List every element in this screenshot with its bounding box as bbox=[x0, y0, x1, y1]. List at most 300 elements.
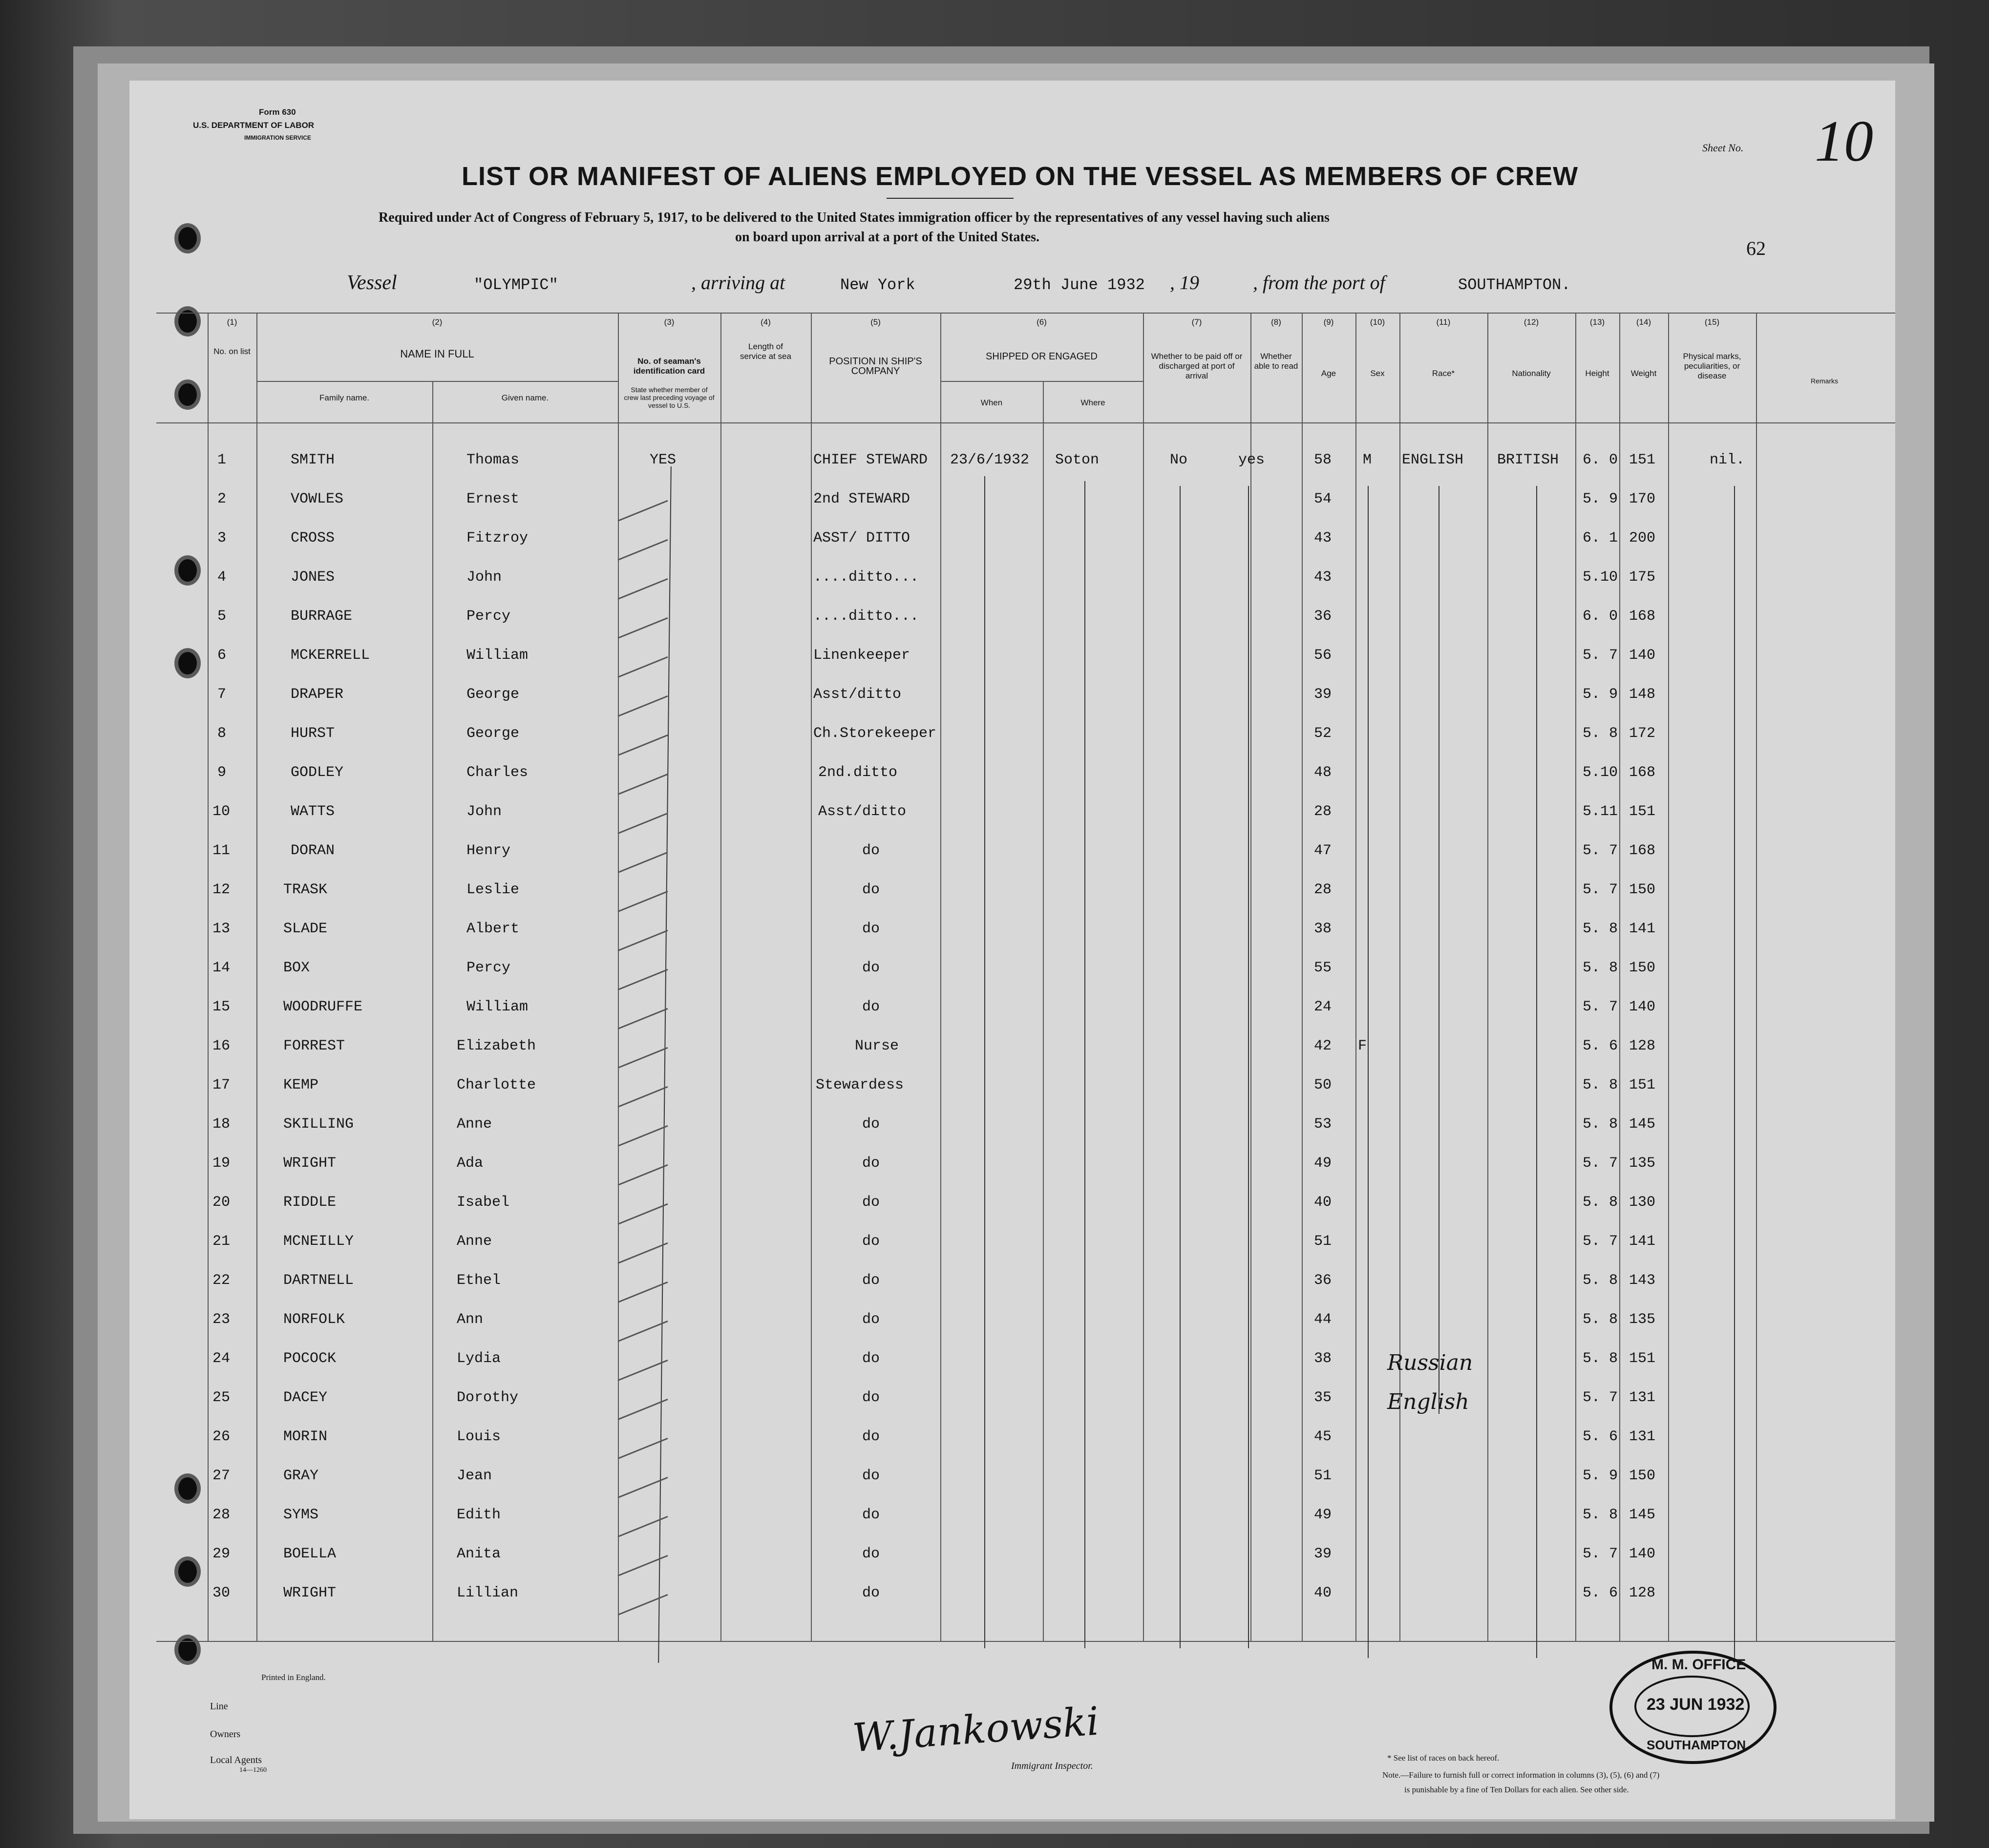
cell-family-name: NORFOLK bbox=[283, 1311, 345, 1328]
cell-height: 5.10 bbox=[1583, 569, 1618, 586]
cell-given-name: Louis bbox=[457, 1428, 501, 1445]
departure-port: SOUTHAMPTON. bbox=[1458, 276, 1571, 294]
cell-family-name: WRIGHT bbox=[283, 1155, 337, 1172]
col-paid-off: Whether to be paid off or discharged at port of arrival bbox=[1151, 352, 1243, 380]
cell-position: do bbox=[862, 1350, 880, 1367]
cell-position: do bbox=[862, 1194, 880, 1211]
cell-no: 25 bbox=[212, 1389, 231, 1406]
cell-height: 5. 7 bbox=[1583, 1389, 1618, 1406]
cell-no: 3 bbox=[217, 530, 227, 546]
cell-height: 5. 9 bbox=[1583, 1468, 1618, 1484]
cell-family-name: FORREST bbox=[283, 1038, 345, 1054]
cell-position: do bbox=[862, 842, 880, 859]
table-top-rule bbox=[156, 313, 1895, 314]
cell-family-name: CROSS bbox=[291, 530, 335, 546]
cell-weight: 150 bbox=[1629, 1468, 1656, 1484]
cell-age: 54 bbox=[1314, 491, 1332, 507]
cell-weight: 145 bbox=[1629, 1116, 1656, 1133]
cell-given-name: William bbox=[466, 647, 529, 664]
cell-position: ....ditto... bbox=[813, 608, 919, 625]
cell-height: 5. 7 bbox=[1583, 1546, 1618, 1562]
cell-given-name: Fitzroy bbox=[466, 530, 529, 546]
service-label: IMMIGRATION SERVICE bbox=[244, 134, 311, 141]
cell-position: ....ditto... bbox=[813, 569, 919, 586]
cell-age: 36 bbox=[1314, 608, 1332, 625]
ditto-tick bbox=[617, 1203, 668, 1225]
col-8-number: (8) bbox=[1271, 317, 1281, 327]
col-seaman-card: No. of seaman's identification card bbox=[633, 357, 705, 376]
table-row bbox=[129, 803, 1895, 842]
cell-position: do bbox=[862, 882, 880, 898]
cell-no: 18 bbox=[212, 1116, 231, 1133]
cell-height: 5. 8 bbox=[1583, 1507, 1618, 1523]
cell-family-name: POCOCK bbox=[283, 1350, 337, 1367]
table-row bbox=[129, 1077, 1895, 1116]
table-row bbox=[129, 608, 1895, 647]
cell-position: do bbox=[862, 1116, 880, 1133]
cell-height: 5. 9 bbox=[1583, 686, 1618, 703]
table-row bbox=[129, 452, 1895, 491]
cell-height: 5. 8 bbox=[1583, 921, 1618, 937]
punch-hole bbox=[178, 383, 197, 406]
col-12-number: (12) bbox=[1523, 317, 1539, 327]
cell-position: do bbox=[862, 1311, 880, 1328]
table-row bbox=[129, 1311, 1895, 1350]
cell-height: 5. 6 bbox=[1583, 1585, 1618, 1601]
table-row bbox=[129, 530, 1895, 569]
year-prefix: , 19 bbox=[1170, 272, 1199, 294]
cell-weight: 175 bbox=[1629, 569, 1656, 586]
cell-no: 12 bbox=[212, 882, 231, 898]
table-row bbox=[129, 1116, 1895, 1155]
col-where: Where bbox=[1080, 398, 1105, 407]
table-row bbox=[129, 999, 1895, 1038]
ditto-tick bbox=[617, 1047, 668, 1069]
cell-age: 49 bbox=[1314, 1507, 1332, 1523]
table-row bbox=[129, 686, 1895, 725]
cell-no: 2 bbox=[217, 491, 227, 507]
table-row bbox=[129, 1350, 1895, 1389]
cell-given-name: Anita bbox=[457, 1546, 501, 1562]
cell-given-name: Anne bbox=[457, 1233, 492, 1250]
col-14-number: (14) bbox=[1636, 317, 1651, 327]
cell-given-name: George bbox=[466, 686, 520, 703]
col-9-number: (9) bbox=[1323, 317, 1334, 327]
cell-age: 56 bbox=[1314, 647, 1332, 664]
cell-family-name: BOELLA bbox=[283, 1546, 337, 1562]
ditto-tick bbox=[617, 1086, 668, 1108]
col-7-number: (7) bbox=[1191, 317, 1202, 327]
cell-position: do bbox=[862, 1428, 880, 1445]
cell-position: do bbox=[862, 1233, 880, 1250]
cell-given-name: Jean bbox=[457, 1468, 492, 1484]
ditto-tick bbox=[617, 852, 668, 873]
ditto-tick bbox=[617, 891, 668, 912]
cell-family-name: VOWLES bbox=[291, 491, 344, 507]
cell-no: 16 bbox=[212, 1038, 231, 1054]
form-number: Form 630 bbox=[259, 107, 296, 117]
cell-weight: 200 bbox=[1629, 530, 1656, 546]
table-row bbox=[129, 960, 1895, 999]
cell-position: do bbox=[862, 1585, 880, 1601]
cell-age: 48 bbox=[1314, 764, 1332, 781]
cell-age: 36 bbox=[1314, 1272, 1332, 1289]
cell-when: 23/6/1932 bbox=[950, 452, 1030, 468]
table-row bbox=[129, 725, 1895, 764]
failure-note-2: is punishable by a fine of Ten Dollars for each alien. See other side. bbox=[1404, 1785, 1629, 1794]
cell-position: CHIEF STEWARD bbox=[813, 452, 928, 468]
cell-position: Stewardess bbox=[816, 1077, 904, 1093]
col-name-in-full: NAME IN FULL bbox=[400, 348, 474, 360]
cell-height: 5.11 bbox=[1583, 803, 1618, 820]
col-seaman-card-note: State whether member of crew last preceding voyage of vessel to U.S. bbox=[624, 386, 715, 409]
cell-family-name: DRAPER bbox=[291, 686, 344, 703]
cell-age: 39 bbox=[1314, 686, 1332, 703]
cell-family-name: GRAY bbox=[283, 1468, 319, 1484]
cell-weight: 168 bbox=[1629, 842, 1656, 859]
col-weight: Weight bbox=[1630, 369, 1657, 378]
cell-age: 53 bbox=[1314, 1116, 1332, 1133]
col-nationality: Nationality bbox=[1512, 369, 1551, 378]
cell-weight: 141 bbox=[1629, 921, 1656, 937]
department-label: U.S. DEPARTMENT OF LABOR bbox=[193, 121, 315, 130]
cell-family-name: SKILLING bbox=[283, 1116, 354, 1133]
cell-no: 29 bbox=[212, 1546, 231, 1562]
col-given-name: Given name. bbox=[501, 393, 549, 402]
cell-family-name: SLADE bbox=[283, 921, 328, 937]
table-row bbox=[129, 491, 1895, 530]
ditto-tick bbox=[617, 656, 668, 678]
ditto-tick bbox=[617, 735, 668, 756]
cell-able-to-read: yes bbox=[1238, 452, 1265, 468]
cell-position: do bbox=[862, 1546, 880, 1562]
cell-age: 43 bbox=[1314, 530, 1332, 546]
cell-no: 14 bbox=[212, 960, 231, 976]
cell-height: 5. 8 bbox=[1583, 1272, 1618, 1289]
table-bottom-rule bbox=[156, 1641, 1895, 1642]
cell-no: 9 bbox=[217, 764, 227, 781]
cell-given-name: Henry bbox=[466, 842, 511, 859]
col-sex: Sex bbox=[1370, 369, 1385, 378]
cell-given-name: Percy bbox=[466, 608, 511, 625]
ditto-tick bbox=[617, 1399, 668, 1420]
cell-no: 22 bbox=[212, 1272, 231, 1289]
cell-no: 4 bbox=[217, 569, 227, 586]
cell-weight: 140 bbox=[1629, 1546, 1656, 1562]
cell-age: 51 bbox=[1314, 1233, 1332, 1250]
col-15-number: (15) bbox=[1704, 317, 1720, 327]
cell-weight: 150 bbox=[1629, 960, 1656, 976]
cell-family-name: TRASK bbox=[283, 882, 328, 898]
cell-height: 5. 7 bbox=[1583, 647, 1618, 664]
owners-label: Owners bbox=[210, 1729, 241, 1740]
cell-height: 5. 6 bbox=[1583, 1428, 1618, 1445]
cell-family-name: BURRAGE bbox=[291, 608, 353, 625]
cell-position: Nurse bbox=[855, 1038, 899, 1054]
cell-weight: 135 bbox=[1629, 1155, 1656, 1172]
cell-given-name: Lillian bbox=[457, 1585, 519, 1601]
cell-no: 6 bbox=[217, 647, 227, 664]
table-row bbox=[129, 764, 1895, 803]
cell-height: 5. 8 bbox=[1583, 1194, 1618, 1211]
failure-note-1: Note.—Failure to furnish full or correct information in columns (3), (5), (6) and (7) bbox=[1382, 1770, 1660, 1780]
ditto-tick bbox=[617, 617, 668, 639]
cell-no: 26 bbox=[212, 1428, 231, 1445]
cell-no: 11 bbox=[212, 842, 231, 859]
table-row bbox=[129, 1272, 1895, 1311]
shipped-subheader-rule bbox=[940, 381, 1143, 382]
table-row bbox=[129, 1038, 1895, 1077]
cell-weight: 168 bbox=[1629, 764, 1656, 781]
cell-height: 6. 0 bbox=[1583, 452, 1618, 468]
cell-weight: 151 bbox=[1629, 1350, 1656, 1367]
table-row bbox=[129, 1507, 1895, 1546]
arriving-label: , arriving at bbox=[691, 272, 785, 294]
cell-given-name: Ann bbox=[457, 1311, 484, 1328]
table-row bbox=[129, 1233, 1895, 1272]
ditto-tick bbox=[617, 1516, 668, 1537]
cell-height: 5. 8 bbox=[1583, 1077, 1618, 1093]
table-row bbox=[129, 647, 1895, 686]
cell-position: do bbox=[862, 1389, 880, 1406]
cell-weight: 128 bbox=[1629, 1038, 1656, 1054]
cell-given-name: George bbox=[466, 725, 520, 742]
table-row bbox=[129, 1585, 1895, 1624]
cell-family-name: HURST bbox=[291, 725, 335, 742]
table-row bbox=[129, 1389, 1895, 1428]
ditto-tick bbox=[617, 500, 668, 522]
cell-height: 6. 1 bbox=[1583, 530, 1618, 546]
cell-age: 58 bbox=[1314, 452, 1332, 468]
cell-paid-off: No bbox=[1170, 452, 1188, 468]
cell-height: 5. 7 bbox=[1583, 1155, 1618, 1172]
cell-given-name: Edith bbox=[457, 1507, 501, 1523]
cell-position: do bbox=[862, 960, 880, 976]
cell-family-name: BOX bbox=[283, 960, 310, 976]
ditto-tick bbox=[617, 1164, 668, 1186]
cell-no: 28 bbox=[212, 1507, 231, 1523]
cell-age: 38 bbox=[1314, 1350, 1332, 1367]
cell-age: 49 bbox=[1314, 1155, 1332, 1172]
races-note: * See list of races on back hereof. bbox=[1387, 1753, 1500, 1763]
col-1-number: (1) bbox=[227, 317, 237, 327]
col-family-name: Family name. bbox=[319, 393, 370, 402]
ditto-tick bbox=[617, 930, 668, 951]
ditto-tick bbox=[617, 1438, 668, 1459]
cell-sex: M bbox=[1363, 452, 1372, 468]
ditto-tick bbox=[617, 1477, 668, 1498]
cell-age: 44 bbox=[1314, 1311, 1332, 1328]
cell-height: 5. 8 bbox=[1583, 1116, 1618, 1133]
cell-given-name: Charlotte bbox=[457, 1077, 536, 1093]
cell-no: 19 bbox=[212, 1155, 231, 1172]
table-row bbox=[129, 1194, 1895, 1233]
cell-age: 42 bbox=[1314, 1038, 1332, 1054]
cell-nationality: BRITISH bbox=[1497, 452, 1559, 468]
ditto-tick bbox=[617, 1281, 668, 1303]
inspector-label: Immigrant Inspector. bbox=[1011, 1761, 1093, 1771]
cell-weight: 151 bbox=[1629, 803, 1656, 820]
cell-no: 1 bbox=[217, 452, 227, 468]
cell-family-name: GODLEY bbox=[291, 764, 344, 781]
cell-family-name: MCNEILLY bbox=[283, 1233, 354, 1250]
agents-code: 14—1260 bbox=[239, 1766, 267, 1774]
cell-height: 5. 8 bbox=[1583, 960, 1618, 976]
cell-weight: 170 bbox=[1629, 491, 1656, 507]
vessel-name: "OLYMPIC" bbox=[474, 276, 558, 294]
col-6-number: (6) bbox=[1037, 317, 1047, 327]
cell-height: 5. 8 bbox=[1583, 1311, 1618, 1328]
col-no-on-list: No. on list bbox=[213, 347, 251, 356]
col-race: Race* bbox=[1432, 369, 1455, 378]
cell-no: 27 bbox=[212, 1468, 231, 1484]
col-13-number: (13) bbox=[1589, 317, 1605, 327]
cell-no: 10 bbox=[212, 803, 231, 820]
ditto-tick bbox=[617, 1594, 668, 1616]
cell-given-name: Ethel bbox=[457, 1272, 501, 1289]
cell-height: 5. 7 bbox=[1583, 842, 1618, 859]
office-stamp bbox=[1609, 1651, 1777, 1764]
cell-weight: 131 bbox=[1629, 1428, 1656, 1445]
cell-weight: 143 bbox=[1629, 1272, 1656, 1289]
col-3-number: (3) bbox=[664, 317, 675, 327]
page-count-mark: 62 bbox=[1746, 237, 1766, 259]
ditto-tick bbox=[617, 695, 668, 717]
cell-no: 23 bbox=[212, 1311, 231, 1328]
col-2-number: (2) bbox=[432, 317, 443, 327]
cell-age: 50 bbox=[1314, 1077, 1332, 1093]
ditto-tick bbox=[617, 578, 668, 600]
table-row bbox=[129, 921, 1895, 960]
cell-given-name: Ada bbox=[457, 1155, 484, 1172]
table-row bbox=[129, 569, 1895, 608]
cell-age: 52 bbox=[1314, 725, 1332, 742]
cell-weight: 148 bbox=[1629, 686, 1656, 703]
stamp-date: 23 JUN 1932 bbox=[1647, 1695, 1745, 1714]
line-label: Line bbox=[210, 1701, 228, 1712]
cell-family-name: SMITH bbox=[291, 452, 335, 468]
cell-age: 39 bbox=[1314, 1546, 1332, 1562]
arriving-port: New York bbox=[840, 276, 915, 294]
cell-position: do bbox=[862, 1507, 880, 1523]
ditto-tick bbox=[617, 1555, 668, 1576]
ditto-tick bbox=[617, 969, 668, 990]
cell-given-name: Lydia bbox=[457, 1350, 501, 1367]
cell-given-name: Leslie bbox=[466, 882, 520, 898]
printed-in-england: Printed in England. bbox=[261, 1673, 326, 1682]
cell-family-name: DACEY bbox=[283, 1389, 328, 1406]
table-row bbox=[129, 1155, 1895, 1194]
col-4-number: (4) bbox=[761, 317, 771, 327]
cell-weight: 135 bbox=[1629, 1311, 1656, 1328]
col-position: POSITION IN SHIP'S COMPANY bbox=[829, 356, 922, 377]
cell-weight: 141 bbox=[1629, 1233, 1656, 1250]
ditto-tick bbox=[617, 1125, 668, 1147]
cell-family-name: MORIN bbox=[283, 1428, 328, 1445]
cell-height: 5. 7 bbox=[1583, 999, 1618, 1015]
cell-given-name: Elizabeth bbox=[457, 1038, 536, 1054]
manifest-title: LIST OR MANIFEST OF ALIENS EMPLOYED ON THE VESSEL AS MEMBERS OF CREW bbox=[462, 162, 1579, 191]
cell-position: do bbox=[862, 999, 880, 1015]
cell-no: 15 bbox=[212, 999, 231, 1015]
cell-weight: 130 bbox=[1629, 1194, 1656, 1211]
cell-age: 47 bbox=[1314, 842, 1332, 859]
cell-family-name: WOODRUFFE bbox=[283, 999, 363, 1015]
vessel-label: Vessel bbox=[347, 272, 397, 294]
cell-physical-marks: nil. bbox=[1710, 452, 1745, 468]
from-port-label: , from the port of bbox=[1253, 272, 1385, 294]
cell-weight: 145 bbox=[1629, 1507, 1656, 1523]
ditto-tick bbox=[617, 813, 668, 834]
cell-position: Asst/ditto bbox=[813, 686, 902, 703]
ditto-tick bbox=[617, 539, 668, 561]
col-when: When bbox=[980, 398, 1003, 407]
inspector-signature: W.Jankowski bbox=[851, 1698, 1100, 1761]
cell-family-name: RIDDLE bbox=[283, 1194, 337, 1211]
table-row bbox=[129, 1468, 1895, 1507]
cell-given-name: Anne bbox=[457, 1116, 492, 1133]
table-header-rule bbox=[156, 422, 1895, 423]
col-length-of-service: Length of service at sea bbox=[740, 342, 791, 361]
sheet-number: 10 bbox=[1815, 108, 1873, 173]
table-row bbox=[129, 882, 1895, 921]
cell-given-name: John bbox=[466, 569, 502, 586]
cell-age: 28 bbox=[1314, 803, 1332, 820]
cell-age: 24 bbox=[1314, 999, 1332, 1015]
table-row bbox=[129, 1428, 1895, 1468]
table-row bbox=[129, 1546, 1895, 1585]
cell-age: 55 bbox=[1314, 960, 1332, 976]
cell-position: 2nd STEWARD bbox=[813, 491, 910, 507]
cell-given-name: Ernest bbox=[466, 491, 520, 507]
cell-race-handwritten: Russian bbox=[1387, 1350, 1473, 1375]
subtitle-line-1: Required under Act of Congress of February 5, 1917, to be delivered to the United States immigration officer by the representatives of any vessel having such aliens bbox=[379, 210, 1330, 225]
cell-weight: 151 bbox=[1629, 1077, 1656, 1093]
col-11-number: (11) bbox=[1436, 317, 1451, 327]
ditto-tick bbox=[617, 774, 668, 795]
cell-weight: 151 bbox=[1629, 452, 1656, 468]
cell-position: do bbox=[862, 921, 880, 937]
cell-age: 45 bbox=[1314, 1428, 1332, 1445]
cell-no: 7 bbox=[217, 686, 227, 703]
cell-weight: 140 bbox=[1629, 647, 1656, 664]
cell-position: 2nd.ditto bbox=[818, 764, 898, 781]
cell-given-name: Albert bbox=[466, 921, 520, 937]
cell-family-name: DARTNELL bbox=[283, 1272, 354, 1289]
cell-race: ENGLISH bbox=[1402, 452, 1464, 468]
cell-no: 30 bbox=[212, 1585, 231, 1601]
cell-age: 40 bbox=[1314, 1585, 1332, 1601]
cell-weight: 140 bbox=[1629, 999, 1656, 1015]
table-row bbox=[129, 842, 1895, 882]
cell-no: 17 bbox=[212, 1077, 231, 1093]
subtitle-line-2: on board upon arrival at a port of the United States. bbox=[735, 230, 1040, 245]
col-10-number: (10) bbox=[1370, 317, 1385, 327]
cell-sex: F bbox=[1358, 1038, 1367, 1054]
cell-position: do bbox=[862, 1155, 880, 1172]
cell-where: Soton bbox=[1055, 452, 1100, 468]
local-agents-label: Local Agents bbox=[210, 1755, 262, 1765]
cell-height: 5.10 bbox=[1583, 764, 1618, 781]
cell-position: Asst/ditto bbox=[818, 803, 907, 820]
cell-no: 24 bbox=[212, 1350, 231, 1367]
stamp-top-text: M. M. OFFICE bbox=[1651, 1657, 1746, 1673]
ditto-tick bbox=[617, 1008, 668, 1029]
title-rule bbox=[887, 198, 1014, 199]
cell-height: 5. 7 bbox=[1583, 882, 1618, 898]
col-height: Height bbox=[1585, 369, 1609, 378]
cell-family-name: MCKERRELL bbox=[291, 647, 370, 664]
